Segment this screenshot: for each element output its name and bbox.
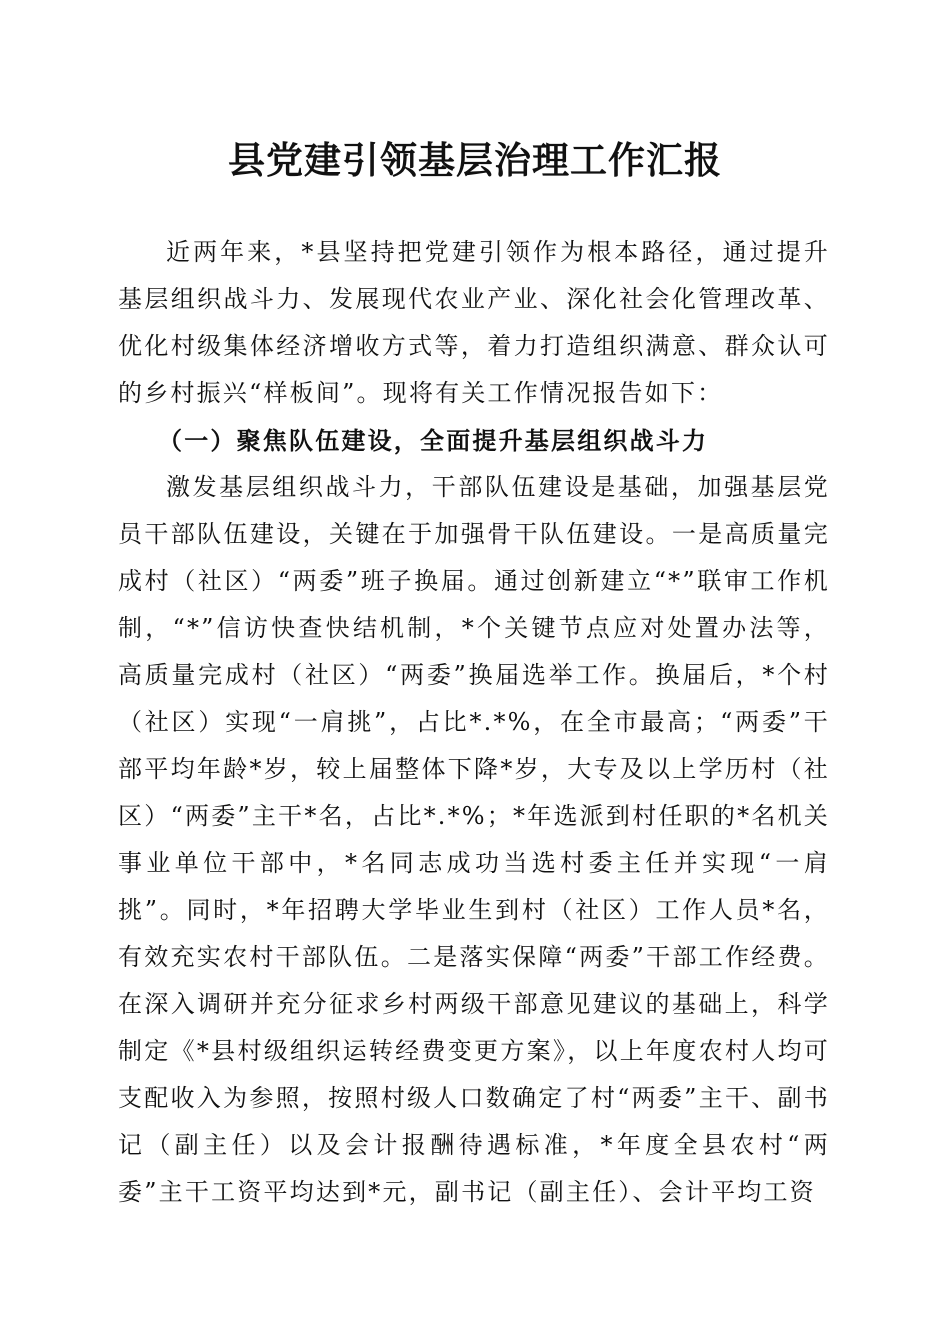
document-body bbox=[118, 229, 830, 1216]
intro-paragraph: 近两年来，*县坚持把党建引领作为根本路径，通过提升基层组织战斗力、发展现代农业产业、深化社会化管理改革、优化村级集体经济增收方式等，着力打造组织满意、群众认可的乡村振兴“样板间”。现将有关工作情况报告如下： bbox=[118, 238, 830, 407]
section-1-heading: （一）聚焦队伍建设，全面提升基层组织战斗力 bbox=[158, 426, 709, 455]
section-1-paragraph: 激发基层组织战斗力，干部队伍建设是基础，加强基层党员干部队伍建设，关键在于加强骨干队伍建设。一是高质量完成村（社区）“两委”班子换届。通过创新建立“*”联审工作机制，“*”信访快查快结机制，*个关键节点应对处置办法等，高质量完成村（社区）“两委”换届选举工作。换届后，*个村（社区）实现“一肩挑”，占比*.*%，在全市最高；“两委”干部平均年龄*岁，较上届整体下降*岁，大专及以上学历村（社区）“两委”主干*名，占比*.*%；*年选派到村任职的*名机关事业单位干部中，*名同志成功当选村委主任并实现“一肩挑”。同时，*年招聘大学毕业生到村（社区）工作人员*名，有效充实农村干部队伍。二是落实保障“两委”干部工作经费。在深入调研并充分征求乡村两级干部意见建议的基础上，科学制定《*县村级组织运转经费变更方案》，以上年度农村人均可支配收入为参照，按照村级人口数确定了村“两委”主干、副书记（副主任）以及会计报酬待遇标准，*年度全县农村“两委”主干工资平均达到*元，副书记（副主任）、会计平均工资 bbox=[118, 473, 830, 1206]
document-title: 县党建引领基层治理工作汇报 bbox=[228, 138, 722, 182]
